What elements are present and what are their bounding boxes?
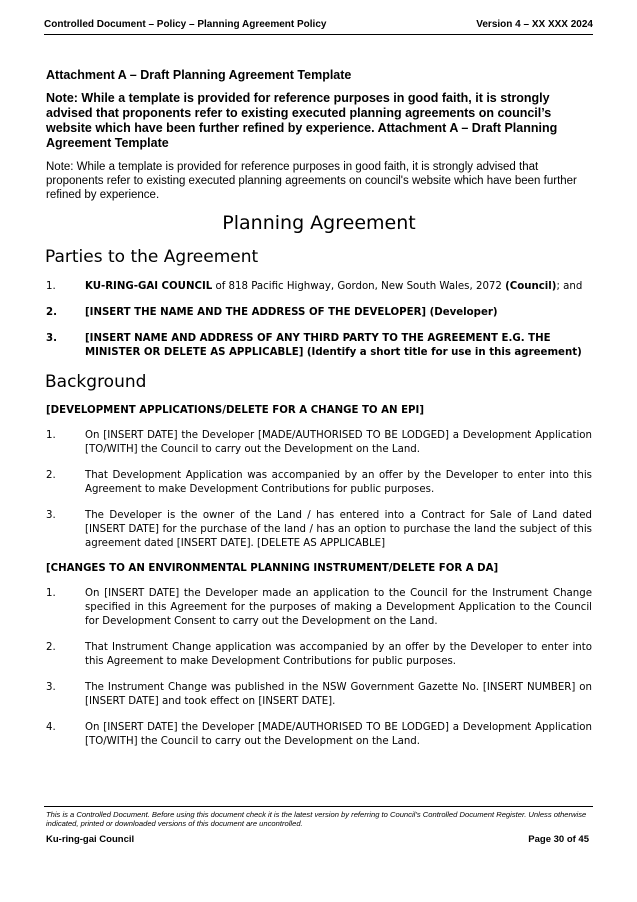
item-number: 1. (46, 588, 56, 599)
epi-subheading: [CHANGES TO AN ENVIRONMENTAL PLANNING INSTRUMENT/DELETE FOR A DA] (46, 563, 499, 574)
party-council-short-title: (Council) (505, 281, 557, 292)
item-number: 3. (46, 510, 56, 521)
party-developer: [INSERT THE NAME AND THE ADDRESS OF THE DEVELOPER] (Developer) (85, 307, 498, 318)
page-header (44, 16, 593, 35)
item-number: 1. (46, 430, 56, 441)
item-text: On [INSERT DATE] the Developer [MADE/AUTHORISED TO BE LODGED] a Development Application [TO/WITH] the Council to carry out the Development on the Land. (85, 722, 592, 747)
party-third-party: [INSERT NAME AND ADDRESS OF ANY THIRD PARTY TO THE AGREEMENT E.G. THE MINISTER OR DELETE AS APPLICABLE] (Identify a short title for use in this agreement) (85, 333, 582, 358)
item-number: 3. (46, 333, 57, 344)
attachment-title: Attachment A – Draft Planning Agreement Template (46, 68, 352, 82)
item-number: 4. (46, 722, 56, 733)
note-plain: Note: While a template is provided for reference purposes in good faith, it is strongly advised that proponents refer to existing executed planning agreements on council's website which have been further refined by experience. (46, 161, 577, 201)
item-number: 2. (46, 307, 57, 318)
list-item (46, 721, 592, 749)
agreement-title: Planning Agreement (222, 212, 416, 234)
item-text: The Developer is the owner of the Land / has entered into a Contract for Sale of Land dated [INSERT DATE] for the purchase of the land / has an option to purchase the land the subject of this agreement dated [INSERT DATE]. [DELETE AS APPLICABLE] (85, 510, 592, 549)
item-text: On [INSERT DATE] the Developer [MADE/AUTHORISED TO BE LODGED] a Development Application [TO/WITH] the Council to carry out the Development on the Land. (85, 430, 592, 455)
item-text: On [INSERT DATE] the Developer made an application to the Council for the Instrument Change specified in this Agreement for the purposes of making a Development Application to the Council for Development Consent to carry out the Development on the Land. (85, 588, 592, 627)
list-item (46, 681, 592, 709)
header-document-title: Controlled Document – Policy – Planning Agreement Policy (44, 19, 327, 30)
list-item (46, 306, 592, 320)
item-number: 1. (46, 281, 56, 292)
footer-divider (44, 806, 593, 807)
background-heading: Background (45, 372, 147, 392)
footer-page-number: Page 30 of 45 (528, 834, 589, 845)
header-version: Version 4 – XX XXX 2024 (476, 19, 593, 30)
list-item (46, 332, 592, 360)
item-text: The Instrument Change was published in the NSW Government Gazette No. [INSERT NUMBER] on [INSERT DATE] and took effect on [INSERT DATE]. (85, 682, 592, 707)
party-council-tail: ; and (556, 281, 583, 292)
footer-disclaimer: This is a Controlled Document. Before using this document check it is the latest version by referring to Council’s Controlled Document Register. Unless otherwise indicated, printed or downloaded versions of this document are uncontrolled. (46, 810, 587, 828)
note-bold: Note: While a template is provided for reference purposes in good faith, it is strongly advised that proponents refer to existing executed planning agreements on council’s website which have been further refined by experience. Attachment A – Draft Planning Agreement Template (46, 91, 558, 150)
list-item (46, 280, 592, 294)
item-number: 2. (46, 470, 56, 481)
list-item (46, 641, 592, 669)
list-item (46, 509, 592, 551)
item-number: 3. (46, 682, 56, 693)
footer-organisation: Ku-ring-gai Council (46, 834, 135, 845)
party-council-address: of 818 Pacific Highway, Gordon, New South Wales, 2072 (212, 281, 506, 292)
da-subheading: [DEVELOPMENT APPLICATIONS/DELETE FOR A CHANGE TO AN EPI] (46, 405, 424, 416)
parties-list (46, 280, 592, 360)
item-text: That Instrument Change application was accompanied by an offer by the Developer to enter into this Agreement to make Development Contributions for public purposes. (85, 642, 592, 667)
epi-list (46, 587, 592, 749)
page-content (46, 68, 592, 761)
item-number: 2. (46, 642, 56, 653)
list-item (46, 469, 592, 497)
da-list (46, 429, 592, 551)
list-item (46, 429, 592, 457)
list-item (46, 587, 592, 629)
party-council-name: KU-RING-GAI COUNCIL (85, 281, 213, 292)
item-text: That Development Application was accompanied by an offer by the Developer to enter into this Agreement to make Development Contributions for public purposes. (85, 470, 592, 495)
parties-heading: Parties to the Agreement (45, 247, 259, 267)
